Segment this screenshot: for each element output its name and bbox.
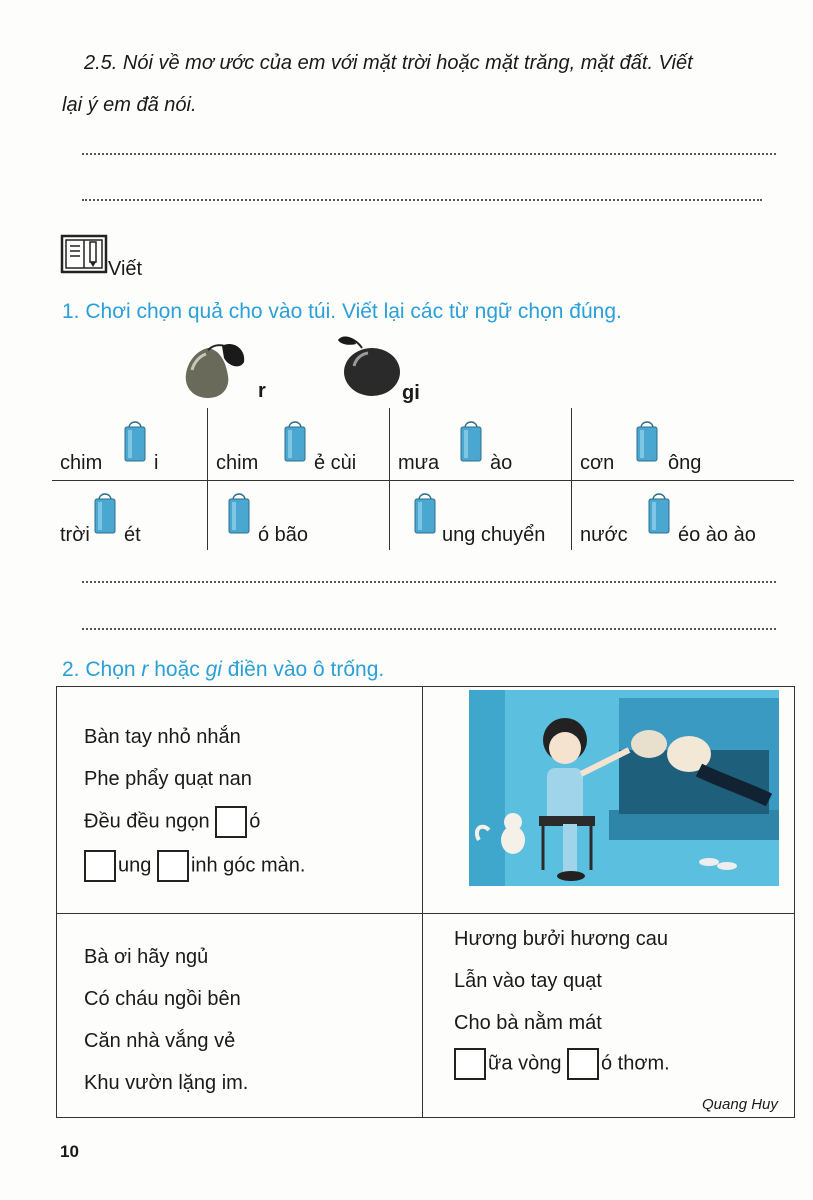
- notebook-pencil-icon: [60, 234, 108, 274]
- poem-line: Bà ơi hãy ngủ: [84, 946, 209, 968]
- fill-box[interactable]: [567, 1048, 599, 1080]
- word-after: ó bão: [258, 524, 309, 546]
- word-before: chim: [60, 452, 103, 474]
- table-col-divider: [207, 408, 208, 550]
- bag-icon[interactable]: [122, 418, 148, 464]
- poem-line: Hương bưởi hương cau: [454, 928, 669, 950]
- poem-col-divider: [422, 686, 423, 1118]
- poem-line: Đều đều ngọn ó: [84, 806, 260, 838]
- poem-line: ung inh góc màn.: [84, 850, 305, 882]
- bag-icon[interactable]: [282, 418, 308, 464]
- table-col-divider: [571, 408, 572, 550]
- poem-author: Quang Huy: [702, 1096, 778, 1113]
- bag-icon[interactable]: [634, 418, 660, 464]
- exercise-2-5-line1: 2.5. Nói về mơ ước của em với mặt trời hoặc mặt trăng, mặt đất. Viết: [84, 52, 693, 74]
- apple-fruit-icon: [336, 334, 402, 398]
- word-before: cơn: [580, 452, 615, 474]
- exercise-1-instruction: 1. Chơi chọn quả cho vào túi. Viết lại các từ ngữ chọn đúng.: [62, 300, 622, 323]
- word-after: ung chuyển: [442, 524, 546, 546]
- bag-icon[interactable]: [92, 490, 118, 536]
- word-after: éo ào ào: [678, 524, 756, 546]
- word-before: chim: [216, 452, 259, 474]
- fill-box[interactable]: [215, 806, 247, 838]
- exercise-2-instruction: 2. Chọn r hoặc gi điền vào ô trống.: [62, 658, 385, 681]
- poem-line: ữa vòng ó thơm.: [454, 1048, 670, 1080]
- poem-line: Phe phẩy quạt nan: [84, 768, 252, 790]
- fruit-label-gi: gi: [402, 382, 420, 404]
- grandmother-illustration: [469, 690, 779, 886]
- section-title: Viết: [108, 258, 143, 280]
- poem-line: Lẫn vào tay quạt: [454, 970, 602, 992]
- pear-fruit-icon: [178, 340, 250, 400]
- poem-line: Khu vườn lặng im.: [84, 1072, 249, 1094]
- page-number: 10: [60, 1142, 79, 1161]
- table-col-divider: [389, 408, 390, 550]
- answer-line[interactable]: [82, 581, 776, 583]
- bag-icon[interactable]: [458, 418, 484, 464]
- table-row-divider: [52, 480, 794, 481]
- word-after: ông: [668, 452, 702, 474]
- bag-icon[interactable]: [412, 490, 438, 536]
- answer-line[interactable]: [82, 628, 776, 630]
- poem-line: Căn nhà vắng vẻ: [84, 1030, 236, 1052]
- poem-row-divider: [56, 913, 795, 914]
- word-before: mưa: [398, 452, 440, 474]
- exercise-2-5-line2: lại ý em đã nói.: [62, 94, 197, 116]
- fruit-label-r: r: [258, 380, 266, 402]
- bag-icon[interactable]: [226, 490, 252, 536]
- fill-box[interactable]: [157, 850, 189, 882]
- word-after: i: [154, 452, 159, 474]
- poem-line: Cho bà nằm mát: [454, 1012, 602, 1034]
- word-before: nước: [580, 524, 628, 546]
- answer-line[interactable]: [82, 199, 762, 201]
- bag-icon[interactable]: [646, 490, 672, 536]
- fill-box[interactable]: [84, 850, 116, 882]
- poem-line: Có cháu ngồi bên: [84, 988, 241, 1010]
- poem-line: Bàn tay nhỏ nhắn: [84, 726, 241, 748]
- word-after: ào: [490, 452, 513, 474]
- word-after: ét: [124, 524, 141, 546]
- answer-line[interactable]: [82, 153, 776, 155]
- word-before: trời: [60, 524, 90, 546]
- word-after: ẻ cùi: [314, 452, 357, 474]
- fill-box[interactable]: [454, 1048, 486, 1080]
